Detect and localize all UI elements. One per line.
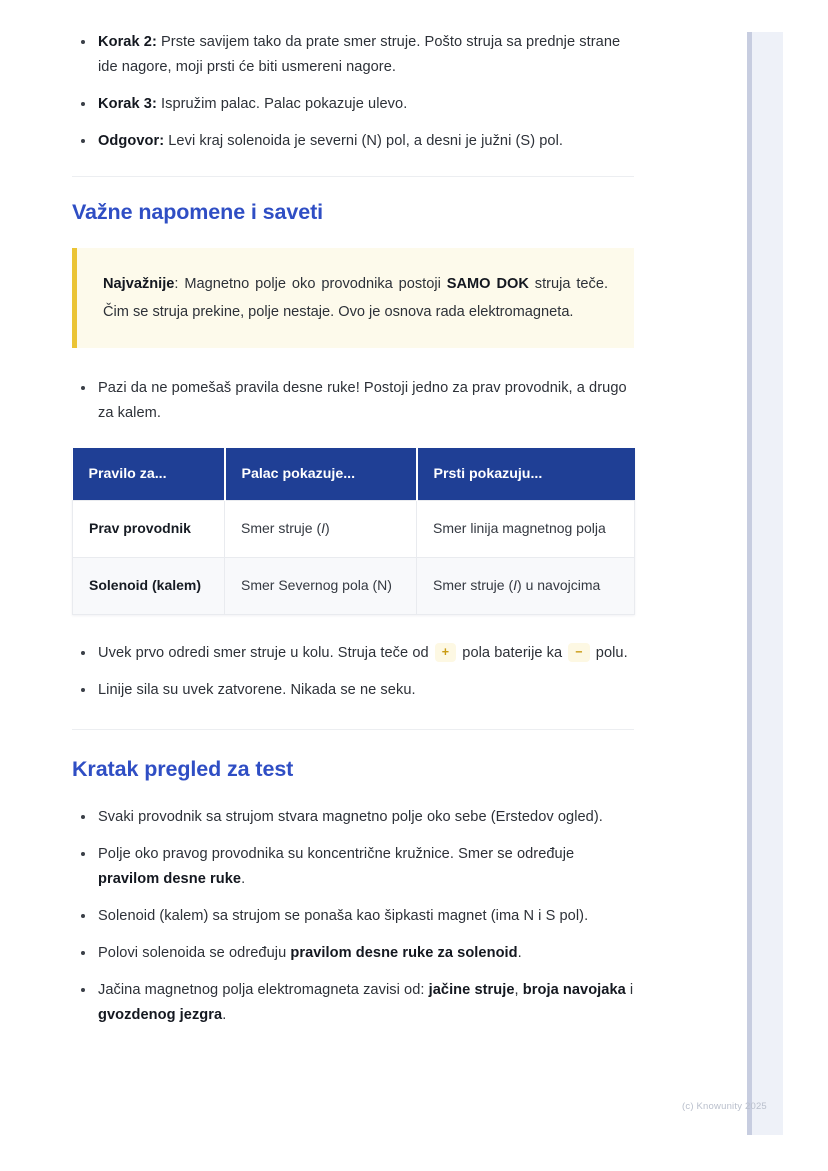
table-header-row [73, 448, 635, 501]
list-item [72, 30, 634, 80]
cell-text: Smer struje ( [433, 576, 514, 593]
callout-part2: struja teče. Čim se struja prekine, polje nestaje. Ovo je osnova rada elektromagneta. [103, 276, 609, 321]
review-text: Solenoid (kalem) sa strujom se ponaša kao šipkasti magnet (ima N i S pol). [98, 907, 589, 924]
rules-comparison-table [72, 448, 635, 614]
section-divider [72, 729, 634, 730]
plus-pole-badge: + [435, 643, 456, 662]
cell-thumb [225, 557, 417, 614]
list-item [72, 376, 634, 426]
review-bold: pravilom desne ruke [98, 870, 242, 887]
answer-text: Levi kraj solenoida je severni (N) pol, a desni je južni (S) pol. [164, 133, 564, 150]
callout-text [103, 270, 608, 326]
list-item [72, 129, 634, 154]
callout-lead: Najvažnije [103, 276, 175, 293]
review-text: Svaki provodnik sa strujom stvara magnetno polje oko sebe (Erstedov ogled). [98, 808, 603, 825]
review-bold: pravilom desne ruke za solenoid [290, 944, 518, 961]
list-item [72, 678, 634, 703]
review-text: Polje oko pravog provodnika su koncentrične kružnice. Smer se određuje [98, 845, 575, 862]
cell-rule: Prav provodnik [73, 501, 225, 558]
copyright-watermark: (c) Knowunity 2025 [682, 1101, 767, 1112]
review-bold: broja navojaka [522, 982, 626, 999]
minus-pole-badge: − [568, 643, 589, 662]
review-text: , [514, 982, 523, 999]
cell-fingers [417, 557, 635, 614]
list-item [72, 978, 634, 1028]
polarity-list [72, 641, 634, 703]
page-title-notes: Važne napomene i saveti [72, 200, 324, 225]
polarity-part1: Uvek prvo odredi smer struje u kolu. Struja teče od [98, 644, 433, 661]
review-text: Jačina magnetnog polja elektromagneta zavisi od: [98, 982, 429, 999]
table-header-fingers: Prsti pokazuju... [417, 448, 635, 501]
cell-text: Smer Severnog pola (N) [241, 576, 392, 593]
scrollbar-thumb[interactable] [747, 32, 752, 1135]
callout-part1: : Magnetno polje oko provodnika postoji [174, 276, 447, 293]
field-lines-text: Linije sila su uvek zatvorene. Nikada se ne seku. [98, 681, 416, 698]
warning-text: Pazi da ne pomešaš pravila desne ruke! Postoji jedno za prav provodnik, a drugo za kalem. [98, 380, 627, 422]
review-bold: gvozdenog jezgra [98, 1007, 223, 1024]
page-title-review: Kratak pregled za test [72, 756, 294, 781]
cell-text: Smer struje ( [241, 520, 322, 537]
answer-label: Odgovor: [98, 133, 165, 150]
table-row [73, 501, 635, 558]
list-item [72, 805, 634, 830]
table-header-thumb: Palac pokazuje... [225, 448, 417, 501]
list-item [72, 842, 634, 892]
steps-list [72, 30, 634, 154]
list-item [72, 641, 634, 666]
table-header-rule: Pravilo za... [73, 448, 225, 501]
scrollbar-track[interactable] [747, 32, 783, 1135]
cell-thumb [225, 501, 417, 558]
document-content [72, 30, 634, 1028]
review-text: . [222, 1007, 227, 1024]
cell-fingers [417, 501, 635, 558]
review-text: Polovi solenoida se određuju [98, 944, 291, 961]
step-text: Ispružim palac. Palac pokazuje ulevo. [156, 96, 408, 113]
step-label: Korak 2: [98, 34, 157, 50]
polarity-part2: pola baterije ka [458, 644, 567, 661]
review-list [72, 805, 634, 1029]
list-item [72, 904, 634, 929]
cell-text: Smer linija magnetnog polja [433, 520, 606, 537]
current-symbol: I [513, 576, 518, 593]
cell-text: ) [325, 520, 330, 537]
review-text: . [517, 944, 522, 961]
table-row [73, 557, 635, 614]
step-text: Prste savijem tako da prate smer struje. Pošto struja sa prednje strane ide nagore, moji prsti će biti usmereni nagore. [98, 34, 621, 76]
polarity-part3: polu. [591, 644, 628, 661]
list-item [72, 941, 634, 966]
review-text: i [625, 982, 634, 999]
cell-rule: Solenoid (kalem) [73, 557, 225, 614]
list-item [72, 92, 634, 117]
warning-list [72, 376, 634, 426]
cell-text: ) u navojcima [517, 576, 601, 593]
callout-emphasis: SAMO DOK [446, 276, 529, 293]
section-divider [72, 176, 634, 177]
current-symbol: I [321, 520, 326, 537]
review-text: . [241, 870, 246, 887]
step-label: Korak 3: [98, 96, 157, 113]
important-callout [72, 248, 634, 348]
review-bold: jačine struje [428, 982, 515, 999]
